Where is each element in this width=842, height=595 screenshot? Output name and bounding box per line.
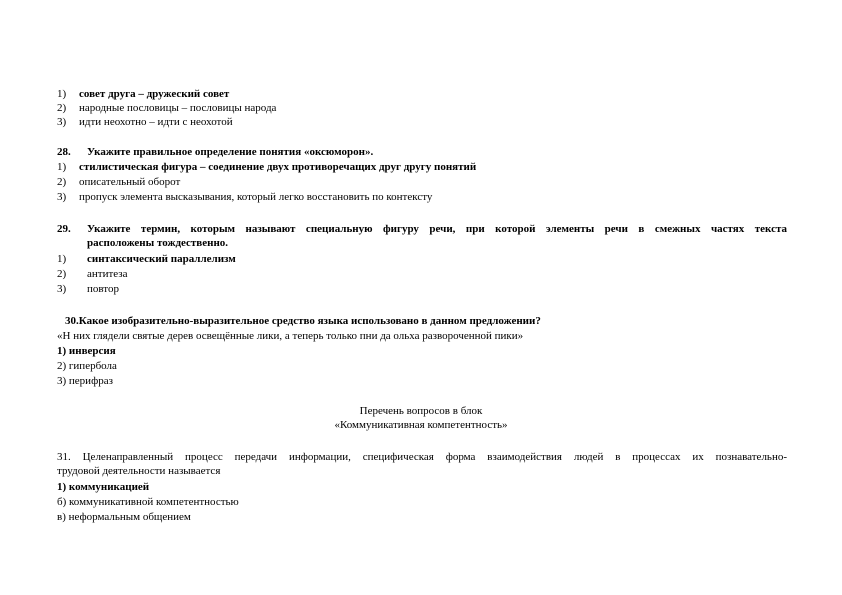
option-text: совет друга – дружеский совет bbox=[79, 88, 230, 100]
block-title: Перечень вопросов в блок bbox=[359, 405, 483, 417]
option-text: народные пословицы – пословицы народа bbox=[79, 102, 277, 114]
q31-question-line-1: 31. Целенаправленный процесс передачи информации, специфическая форма взаимодействия людей в процессах их познавательно- bbox=[57, 451, 787, 463]
option-text: антитеза bbox=[87, 268, 128, 280]
q27-option-3 bbox=[57, 115, 233, 129]
q29-question-line-2: расположены тождественно. bbox=[87, 237, 229, 249]
q29-option-2 bbox=[57, 267, 128, 281]
question-number: 30. bbox=[65, 315, 79, 327]
q30-question bbox=[65, 314, 541, 328]
q31-option-1: 1) коммуникацией bbox=[57, 481, 150, 493]
question-text: Укажите правильное определение понятия «оксюморон». bbox=[87, 146, 374, 158]
q29-option-3 bbox=[57, 282, 119, 296]
option-text: повтор bbox=[87, 283, 119, 295]
option-number: 3) bbox=[57, 116, 67, 128]
question-number: 28. bbox=[57, 146, 71, 158]
q28-question bbox=[57, 145, 373, 159]
option-text: описательный оборот bbox=[79, 176, 181, 188]
q28-option-1 bbox=[57, 160, 476, 174]
option-number: 1) bbox=[57, 88, 67, 100]
q27-option-1 bbox=[57, 87, 229, 101]
q30-option-1: 1) инверсия bbox=[57, 345, 116, 357]
q30-option-2: 2) гипербола bbox=[57, 360, 117, 372]
question-number: 29. bbox=[57, 223, 71, 235]
question-text-line-1: Укажите термин, которым называют специальную фигуру речи, при которой элементы речи в смежных частях текста bbox=[87, 223, 787, 235]
block-subtitle: «Коммуникативная компетентность» bbox=[334, 419, 508, 431]
question-text: Какое изобразительно-выразительное средство языка использовано в данном предложении? bbox=[78, 315, 541, 327]
q31-question-line-2: трудовой деятельности называется bbox=[57, 465, 221, 477]
q28-option-3 bbox=[57, 190, 432, 204]
q29-option-1 bbox=[57, 252, 236, 266]
option-number: 2) bbox=[57, 268, 67, 280]
q30-quote: «Н них глядели святые дерев освещённые лики, а теперь только пни да ольха развороченной пики» bbox=[57, 330, 524, 342]
q30-option-3: 3) перифраз bbox=[57, 375, 113, 387]
option-number: 1) bbox=[57, 253, 67, 265]
q28-option-2 bbox=[57, 175, 180, 189]
q27-option-2 bbox=[57, 101, 276, 115]
q31-option-2: б) коммуникативной компетентностью bbox=[57, 496, 239, 508]
q31-option-3: в) неформальным общением bbox=[57, 511, 191, 523]
option-text: идти неохотно – идти с неохотой bbox=[79, 116, 233, 128]
option-text: синтаксический параллелизм bbox=[87, 253, 236, 265]
q29-question bbox=[57, 222, 787, 236]
option-number: 3) bbox=[57, 191, 67, 203]
option-text: пропуск элемента высказывания, который легко восстановить по контексту bbox=[79, 191, 433, 203]
option-number: 2) bbox=[57, 102, 67, 114]
option-number: 3) bbox=[57, 283, 67, 295]
option-number: 2) bbox=[57, 176, 67, 188]
option-text: стилистическая фигура – соединение двух противоречащих друг другу понятий bbox=[79, 161, 477, 173]
option-number: 1) bbox=[57, 161, 67, 173]
